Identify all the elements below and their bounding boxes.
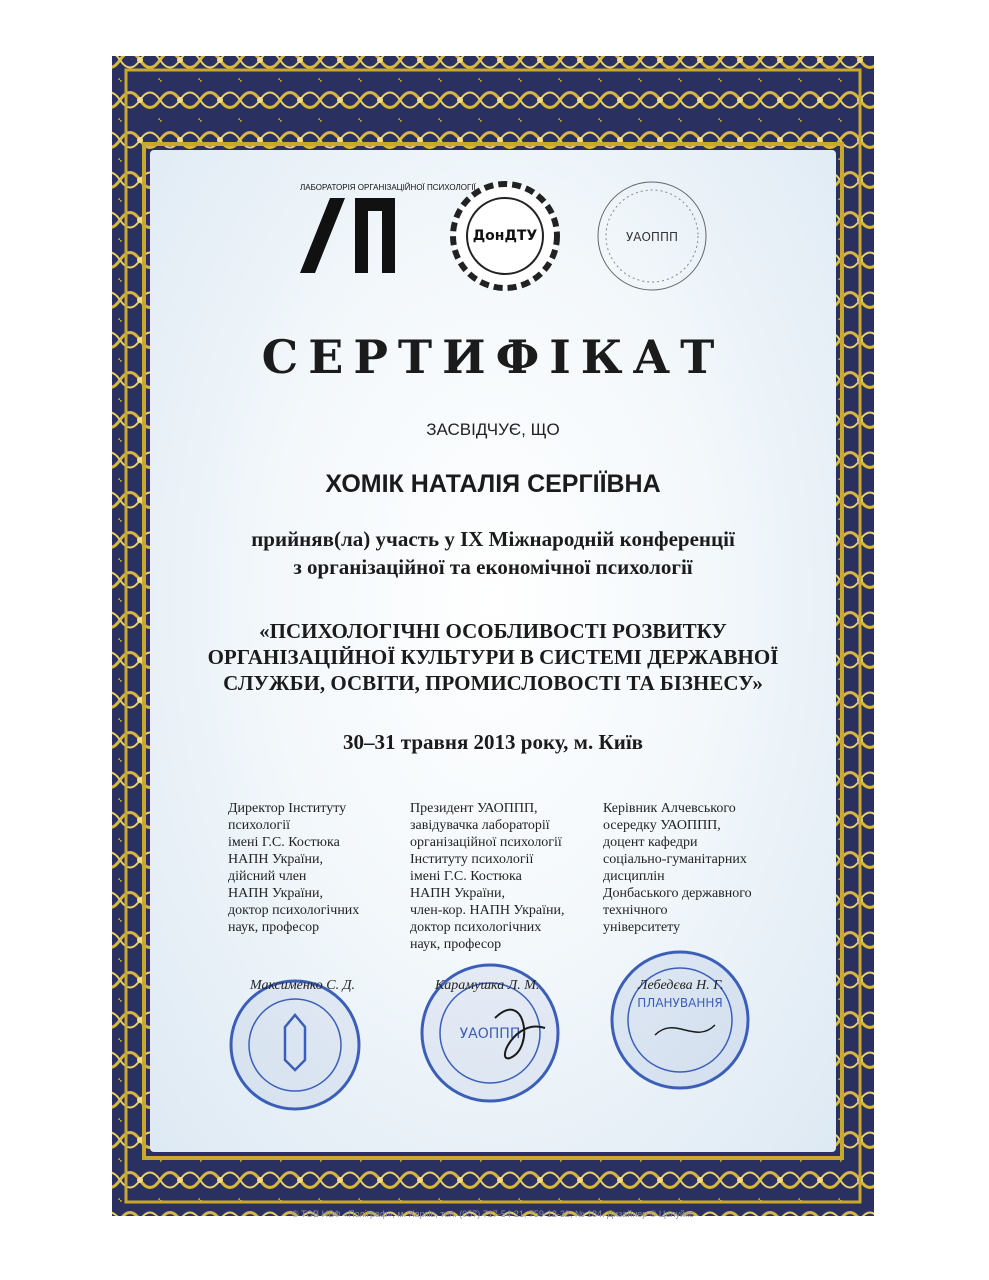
participation-line: прийняв(ла) участь у IX Міжнародній конференції [251, 527, 735, 551]
participation-text [150, 525, 836, 581]
signatory-name: Карамушка Л. М. [435, 978, 540, 993]
uaoppp-logo [598, 182, 706, 290]
stamp-right-text: ПЛАНУВАННЯ [637, 996, 723, 1010]
topic-line: «ПСИХОЛОГІЧНІ ОСОБЛИВОСТІ РОЗВИТКУ [259, 619, 727, 643]
certifies-line: ЗАСВІДЧУЄ, ЩО [426, 420, 560, 439]
logos-row [0, 178, 989, 298]
signatory-2 [410, 800, 595, 953]
signatory-name: Лебедєва Н. Г. [638, 978, 724, 993]
topic-line: ОРГАНІЗАЦІЙНОЇ КУЛЬТУРИ В СИСТЕМІ ДЕРЖАВНОЇ [207, 645, 779, 669]
lab-logo [300, 183, 476, 273]
signatory-role: Президент УАОППП, завідувачка лабораторії організаційної психології Інституту психології імені Г.С. Костюка НАПН України, член-кор. НАПН України, доктор психологічних наук, професор [410, 801, 565, 952]
dondtu-center-text: ДонДТУ [472, 228, 538, 244]
uaoppp-center-text: УАОППП [625, 230, 679, 244]
recipient-name: ХОМІК НАТАЛІЯ СЕРГІЇВНА [325, 470, 661, 498]
signatory-1 [228, 800, 398, 936]
certificate-title: СЕРТИФІКАТ [261, 330, 725, 384]
signatory-role: Керівник Алчевського осередку УАОППП, доцент кафедри соціально-гуманітарних дисциплін Донбаського державного технічного університету [603, 801, 752, 935]
conference-topic [150, 618, 836, 696]
lab-logo-arc-text: ЛАБОРАТОРІЯ ОРГАНІЗАЦІЙНОЇ ПСИХОЛОГІЇ [300, 183, 476, 192]
stamp-center-text: УАОППП [459, 1026, 521, 1042]
dondtu-logo [453, 184, 557, 288]
official-stamp-left [225, 975, 365, 1115]
topic-line: СЛУЖБИ, ОСВІТИ, ПРОМИСЛОВОСТІ ТА БІЗНЕСУ» [223, 671, 763, 695]
printer-footer: © ТОВ НВФ «Поліграф», м. Харків, тел. (057) 717-54-21, 759-12-32, № 184. Дизайнер © Целуйко [291, 1209, 695, 1219]
participation-line: з організаційної та економічної психології [293, 555, 693, 579]
signatory-name: Максименко С. Д. [250, 978, 356, 993]
conference-date: 30–31 травня 2013 року, м. Київ [343, 730, 643, 754]
signatory-3 [603, 800, 793, 936]
official-stamp-right [605, 945, 755, 1095]
signatory-role: Директор Інституту психології імені Г.С. Костюка НАПН України, дійсний член НАПН України, доктор психологічних наук, професор [228, 801, 360, 935]
